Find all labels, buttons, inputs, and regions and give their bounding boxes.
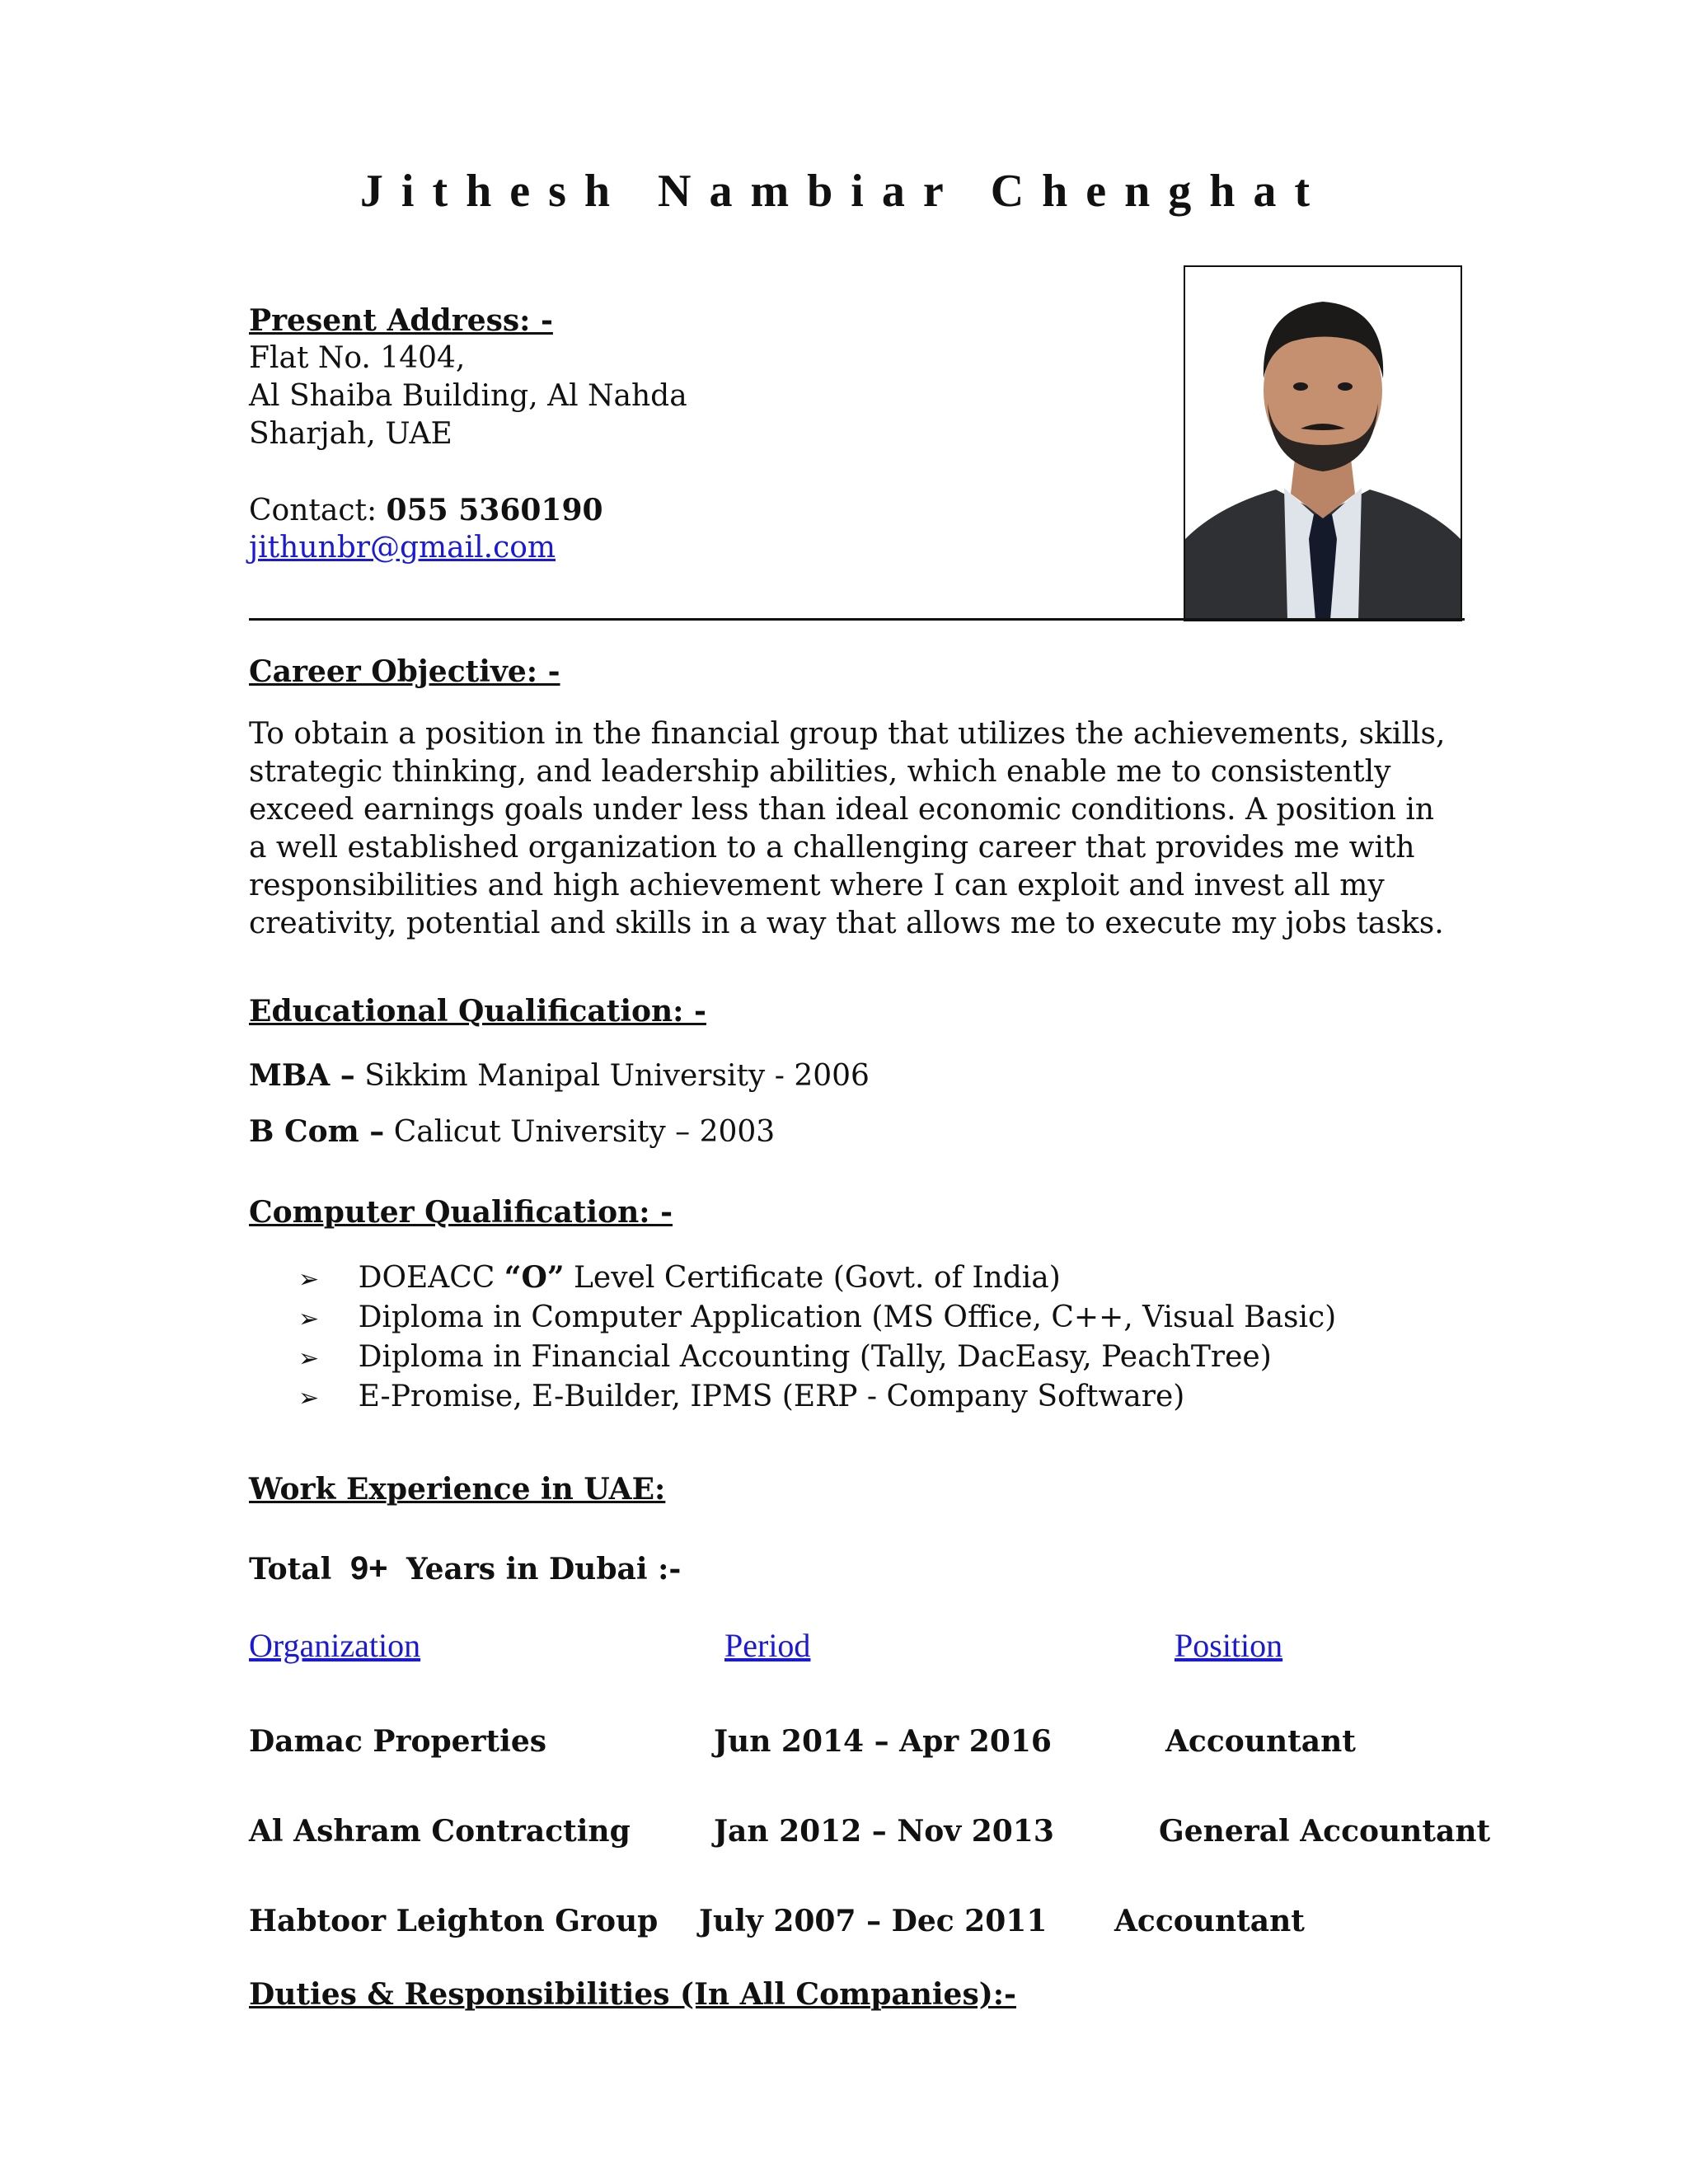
arrow-bullet-icon: ➢: [298, 1384, 320, 1413]
total-suffix: Years in Dubai :-: [406, 1552, 682, 1586]
computer-item: [298, 1338, 1272, 1378]
computer-item-pre: E-Promise, E-Builder, IPMS (ERP - Company Software): [358, 1380, 1185, 1413]
total-label: Total: [249, 1552, 332, 1586]
column-header-period[interactable]: Period: [724, 1627, 811, 1664]
education-degree: MBA –: [249, 1058, 355, 1093]
work-org: Habtoor Leighton Group: [249, 1904, 659, 1938]
work-org: Al Ashram Contracting: [249, 1814, 631, 1849]
computer-item: [298, 1258, 1061, 1299]
column-header-position[interactable]: Position: [1175, 1627, 1283, 1664]
work-position: Accountant: [1165, 1724, 1356, 1759]
total-years: 9+: [349, 1550, 388, 1586]
education-item: [249, 1113, 775, 1151]
computer-item-bold: “O”: [504, 1260, 565, 1295]
candidate-name: Jithesh Nambiar Chenghat: [359, 166, 1329, 217]
profile-photo-illustration: [1185, 267, 1461, 620]
career-objective-text: To obtain a position in the financial group that utilizes the achievements, skills, strategic thinking, and leadership abilities, which enable me to consistently exceed earnings goals under less than ideal economic conditions. A position in a well established organization to a challenging career that provides me with responsibilities and high achievement where I can exploit and invest all my creativity, potential and skills in a way that allows me to execute my jobs tasks.: [249, 717, 1446, 940]
computer-item: [298, 1378, 1184, 1418]
career-objective-heading: Career Objective: -: [249, 654, 560, 689]
address-divider: [249, 618, 1465, 621]
work-period: Jan 2012 – Nov 2013: [714, 1814, 1054, 1849]
education-item: [249, 1057, 870, 1095]
address-line: Flat No. 1404,: [249, 341, 466, 375]
address-line: Al Shaiba Building, Al Nahda: [249, 379, 687, 413]
present-address-heading: Present Address: -: [249, 303, 553, 338]
work-period: Jun 2014 – Apr 2016: [714, 1724, 1052, 1759]
computer-qualification-heading: Computer Qualification: -: [249, 1195, 673, 1230]
education-heading: Educational Qualification: -: [249, 994, 706, 1029]
arrow-bullet-icon: ➢: [298, 1265, 320, 1294]
duties-heading: Duties & Responsibilities (In All Companies):-: [249, 1977, 1016, 2012]
computer-item-pre: Diploma in Computer Application (MS Office, C++, Visual Basic): [358, 1301, 1337, 1334]
education-detail: Sikkim Manipal University - 2006: [364, 1059, 870, 1093]
arrow-bullet-icon: ➢: [298, 1305, 320, 1333]
work-period: July 2007 – Dec 2011: [699, 1904, 1048, 1938]
total-experience: [249, 1549, 681, 1588]
education-degree: B Com –: [249, 1114, 385, 1149]
work-experience-heading: Work Experience in UAE:: [249, 1472, 666, 1507]
computer-item-pre: DOEACC: [358, 1261, 504, 1295]
profile-photo: [1184, 265, 1462, 621]
work-position: General Accountant: [1159, 1814, 1491, 1849]
work-org: Damac Properties: [249, 1724, 546, 1759]
email-link[interactable]: jithunbr@gmail.com: [249, 531, 556, 565]
computer-item-pre: Diploma in Financial Accounting (Tally, DacEasy, PeachTree): [358, 1340, 1272, 1374]
computer-item-post: Level Certificate (Govt. of India): [564, 1261, 1061, 1295]
computer-item: [298, 1299, 1336, 1338]
column-header-organization[interactable]: Organization: [249, 1627, 421, 1664]
work-position: Accountant: [1114, 1904, 1305, 1938]
arrow-bullet-icon: ➢: [298, 1344, 320, 1373]
contact-number: 055 5360190: [386, 493, 603, 527]
address-line: Sharjah, UAE: [249, 417, 452, 451]
education-detail: Calicut University – 2003: [393, 1115, 776, 1149]
contact-line: [249, 491, 603, 530]
contact-label: Contact:: [249, 494, 377, 527]
